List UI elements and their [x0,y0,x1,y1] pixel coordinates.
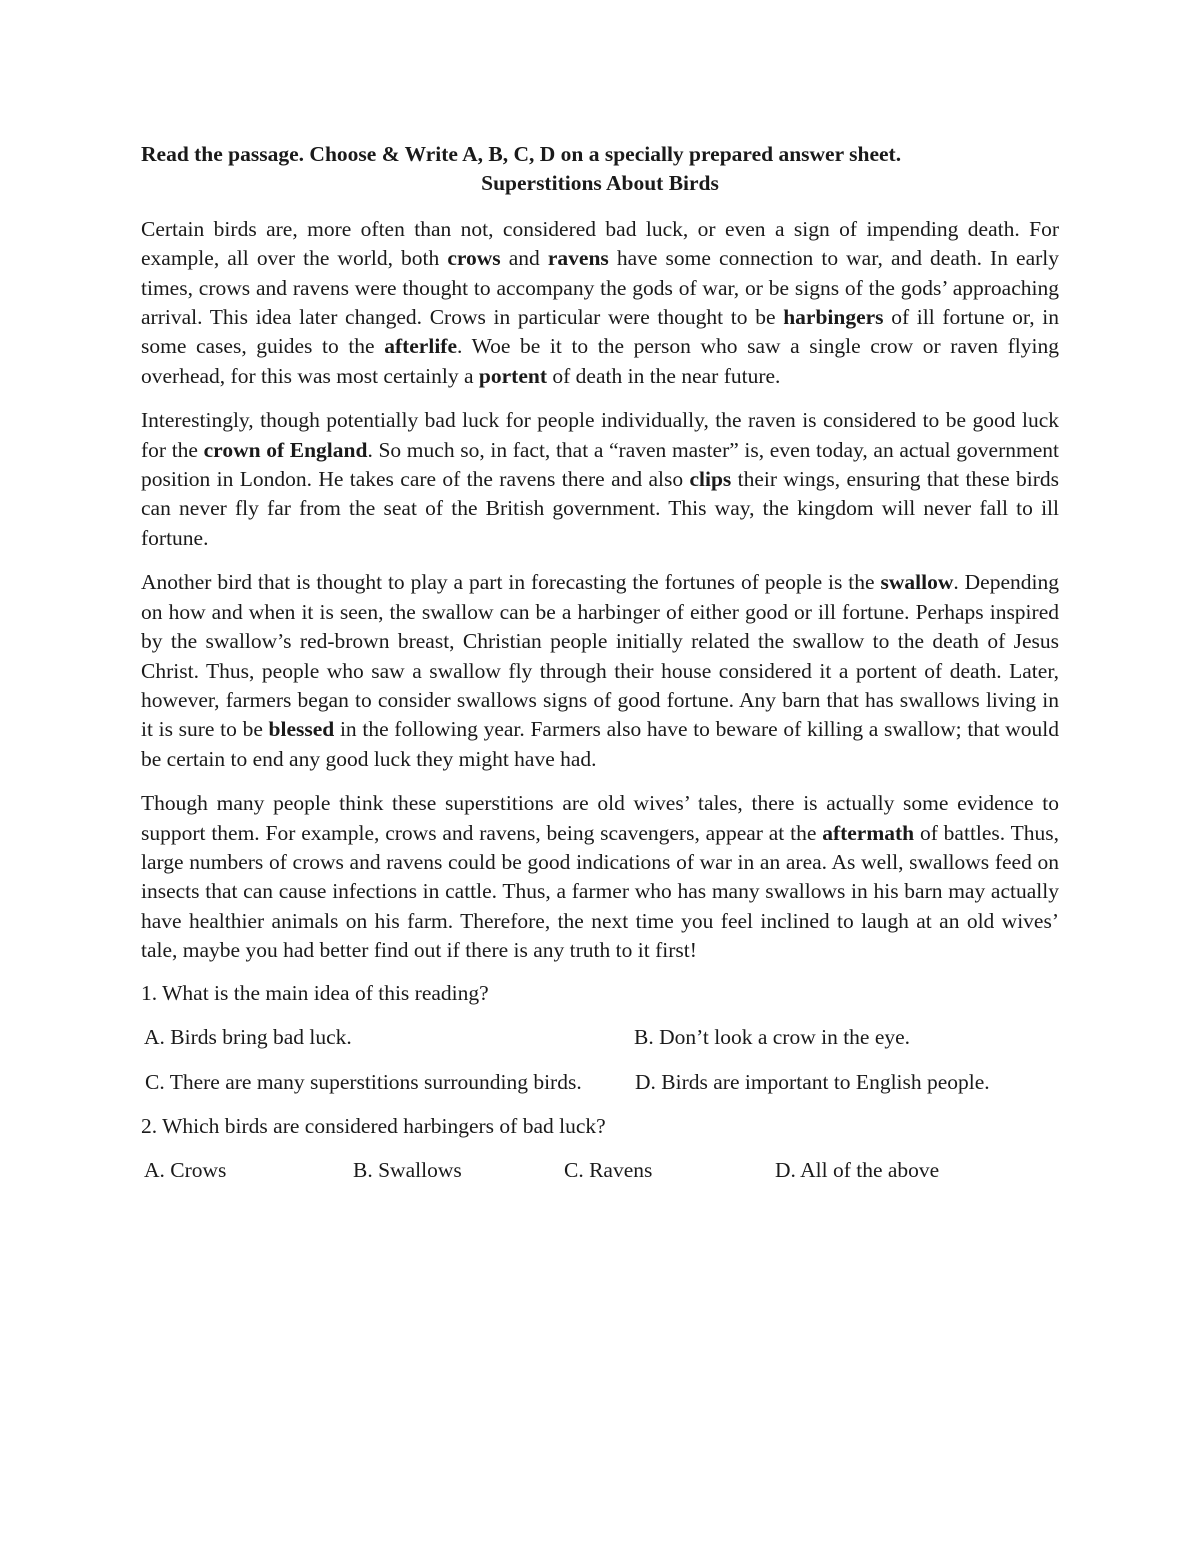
paragraph-2-text-1: Interestingly, though potentially bad luck for people individually, the raven is considered to be good luck for the [141,408,1059,462]
paragraph-1-text-5: . Woe be it to the person who saw a single crow or raven flying overhead, for this was most certainly a [141,334,1059,388]
keyword-swallow: swallow [880,570,954,595]
paragraph-1-text-4: of ill fortune or, in some cases, guides to the [141,305,1059,359]
question-1: 1. What is the main idea of this reading? [141,980,489,1005]
question-2-option-d[interactable]: D. All of the above [775,1158,940,1183]
paragraph-1-text-3: have some connection to war, and death. In early times, crows and ravens were thought to accompany the gods of war, or be signs of the gods’ approaching arrival. This idea later changed. Crows in particular were thought to be [141,246,1059,330]
paragraph-4-text-1: Though many people think these superstitions are old wives’ tales, there is actually some evidence to support them. For example, crows and ravens, being scavengers, appear at the [141,791,1059,845]
paragraph-1 [141,215,1059,391]
paragraph-3 [141,568,1059,774]
paragraph-2 [141,406,1059,553]
instruction-text: Read the passage. Choose & Write A, B, C, D on a specially prepared answer sheet. [141,142,902,166]
keyword-blessed: blessed [268,717,335,742]
paragraph-3-text-1: Another bird that is thought to play a part in forecasting the fortunes of people is the [141,570,881,595]
question-1-options-row-2 [141,1068,1059,1098]
question-1-option-d[interactable]: D. Birds are important to English people. [635,1069,990,1094]
paragraph-2-text-2: . So much so, in fact, that a “raven master” is, even today, an actual government position in London. He takes care of the ravens there and also [141,437,1059,492]
paragraph-1-text-6: of death in the near future. [547,363,781,388]
question-2-option-a[interactable]: A. Crows [144,1158,227,1183]
question-2-option-c[interactable]: C. Ravens [564,1158,653,1183]
paragraph-4-text-2: of battles. Thus, large numbers of crows and ravens could be good indications of war in an area. As well, swallows feed on insects that can cause infections in cattle. Thus, a farmer who has many swallows in his barn may actually have healthier animals on his farm. Therefore, the next time you feel inclined to laugh at an old wives’ tale, maybe you had better find out if there is any truth to it first! [141,820,1059,963]
paragraph-1-text-1: Certain birds are, more often than not, considered bad luck, or even a sign of impending death. For example, all over the world, both [141,216,1059,271]
document-page [141,140,1059,1186]
question-2-option-b[interactable]: B. Swallows [353,1158,462,1183]
keyword-portent: portent [478,363,547,388]
paragraph-1-text-2: and [500,246,548,271]
question-1-option-a[interactable]: A. Birds bring bad luck. [144,1024,352,1049]
paragraph-2-text-3: their wings, ensuring that these birds can never fly far from the seat of the British government. This way, the kingdom will never fall to ill fortune. [141,467,1059,550]
passage-title: Superstitions About Birds [481,171,719,196]
question-2: 2. Which birds are considered harbingers of bad luck? [141,1113,606,1138]
paragraph-4 [141,789,1059,965]
keyword-aftermath: aftermath [822,820,915,845]
paragraph-3-text-2: . Depending on how and when it is seen, the swallow can be a harbinger of either good or ill fortune. Perhaps inspired by the swallow’s red-brown breast, Christian people initially related the swallow to the death of Jesus Christ. Thus, people who saw a swallow fly through their house considered it a portent of death. Later, however, farmers began to consider swallows signs of good fortune. Any barn that has swallows living in it is sure to be [141,570,1059,742]
keyword-ravens: ravens [547,246,609,271]
keyword-crown-of-england: crown of England [203,437,368,462]
paragraph-3-text-3: in the following year. Farmers also have to beware of killing a swallow; that would be certain to end any good luck they might have had. [141,717,1059,771]
question-1-option-c[interactable]: C. There are many superstitions surrounding birds. [145,1069,582,1094]
keyword-crows: crows [447,246,501,271]
keyword-afterlife: afterlife [384,334,457,359]
question-1-options-row-1 [141,1023,1059,1053]
keyword-clips: clips [689,467,732,492]
keyword-harbingers: harbingers [783,305,884,330]
question-1-option-b[interactable]: B. Don’t look a crow in the eye. [634,1024,911,1049]
question-2-options-row [141,1156,1059,1186]
